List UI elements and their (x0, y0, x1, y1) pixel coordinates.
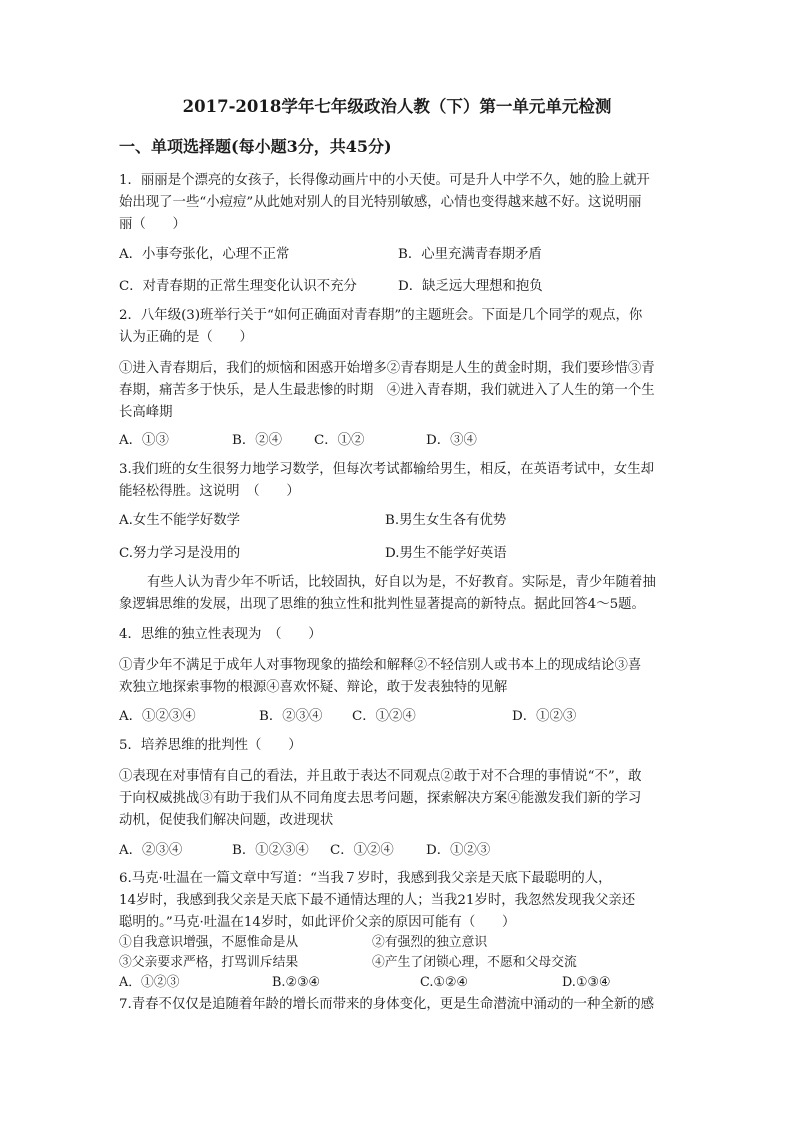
q5-statement-3: 动机，促使我们解决问题，改进现状 (119, 813, 334, 828)
q6-option-b: B.②③④ (272, 975, 320, 990)
q4-statement-2: 欢独立地探索事物的根源④喜欢怀疑、辩论，敢于发表独特的见解 (119, 680, 508, 695)
q5-option-c: C．①②④ (330, 843, 394, 858)
q3-option-a: A.女生不能学好数学 (119, 513, 241, 528)
q3-option-d: D.男生不能学好英语 (385, 546, 507, 561)
q6-statement-1: ①自我意识增强，不愿惟命是从 (119, 935, 299, 950)
q3-option-b: B.男生女生各有优势 (385, 513, 507, 528)
q3-option-c: C.努力学习是没用的 (119, 546, 241, 561)
q6-line-3: 聪明的。”马克·吐温在14岁时，如此评价父亲的原因可能有（ ） (119, 915, 516, 930)
q6-statement-4: ④产生了闭锁心理，不愿和父母交流 (372, 955, 577, 970)
passage-line-2: 象逻辑思维的发展，出现了思维的独立性和批判性显著提高的新特点。据此回答4～5题。 (119, 597, 645, 612)
passage-line-1: 有些人认为青少年不听话，比较固执，好自以为是，不好教育。实际是，青少年随着抽 (147, 575, 656, 590)
q7-line-1: 7.青春不仅仅是追随着年龄的增长而带来的身体变化，更是生命潜流中涌动的一种全新的感 (119, 997, 655, 1012)
q2-option-b: B．②④ (232, 433, 283, 448)
document-title: 2017-2018学年七年级政治人教（下）第一单元单元检测 (182, 97, 612, 116)
q4-stem: 4．思维的独立性表现为 （ ） (119, 627, 322, 642)
q4-option-d: D．①②③ (512, 709, 577, 724)
q4-option-a: A．①②③④ (119, 709, 196, 724)
q1-option-c: C．对青春期的正常生理变化认识不充分 (119, 279, 357, 294)
q4-statement-1: ①青少年不满足于成年人对事物现象的描绘和解释②不轻信别人或书本上的现成结论③喜 (119, 658, 642, 673)
q4-option-c: C．①②④ (352, 709, 416, 724)
q1-option-a: A．小事夸张化，心理不正常 (119, 247, 290, 262)
q5-statement-2: 于向权威挑战③有助于我们从不同角度去思考问题，探索解决方案④能激发我们新的学习 (119, 791, 642, 806)
q3-line-2: 能轻松得胜。这说明 （ ） (119, 484, 300, 499)
q1-line-3: 丽（ ） (119, 217, 186, 232)
q6-line-2: 14岁时，我感到我父亲是天底下最不通情达理的人；当我21岁时，我忽然发现我父亲还 (119, 893, 636, 908)
q2-statement-3: 长高峰期 (119, 405, 173, 420)
q1-line-1: 1．丽丽是个漂亮的女孩子，长得像动画片中的小天使。可是升人中学不久，她的脸上就开 (119, 173, 650, 188)
q5-stem: 5．培养思维的批判性（ ） (119, 738, 302, 753)
q2-option-c: C．①② (314, 433, 365, 448)
q5-option-d: D．①②③ (426, 843, 491, 858)
q5-option-b: B．①②③④ (232, 843, 309, 858)
q2-statement-1: ①进入青春期后，我们的烦恼和困惑开始增多②青春期是人生的黄金时期，我们要珍惜③青 (119, 361, 655, 376)
q2-option-d: D．③④ (426, 433, 477, 448)
q1-option-d: D．缺乏远大理想和抱负 (398, 279, 543, 294)
q5-option-a: A．②③④ (119, 843, 183, 858)
q3-line-1: 3.我们班的女生很努力地学习数学，但每次考试都输给男生，相反，在英语考试中，女生却 (119, 462, 655, 477)
q6-line-1: 6.马克·吐温在一篇文章中写道：“当我７岁时，我感到我父亲是天底下最聪明的人， (119, 871, 612, 886)
q6-option-d: D.①③④ (562, 975, 611, 990)
q6-option-a: A．①②③ (119, 975, 180, 990)
q6-statement-3: ③父亲要求严格，打骂训斥结果 (119, 955, 299, 970)
q1-option-b: B．心里充满青春期矛盾 (398, 247, 542, 262)
q4-option-b: B．②③④ (259, 709, 323, 724)
q1-line-2: 始出现了一些“小痘痘”从此她对别人的目光特别敏感，心情也变得越来越不好。这说明丽 (119, 195, 642, 210)
q6-option-c: C.①②④ (420, 975, 468, 990)
q5-statement-1: ①表现在对事情有自己的看法，并且敢于表达不同观点②敢于对不合理的事情说“不”，敢 (119, 769, 642, 784)
q2-option-a: A．①③ (119, 433, 169, 448)
q6-statement-2: ②有强烈的独立意识 (372, 935, 488, 950)
section-heading: 一、单项选择题(每小题3分，共45分) (119, 137, 392, 156)
q2-statement-2: 春期，痛苦多于快乐，是人生最悲惨的时期 ④进入青春期，我们就进入了人生的第一个生 (119, 383, 655, 398)
q2-line-1: 2．八年级(3)班举行关于“如何正确面对青春期”的主题班会。下面是几个同学的观点，你 (119, 308, 643, 323)
q2-line-2: 认为正确的是（ ） (119, 330, 253, 345)
